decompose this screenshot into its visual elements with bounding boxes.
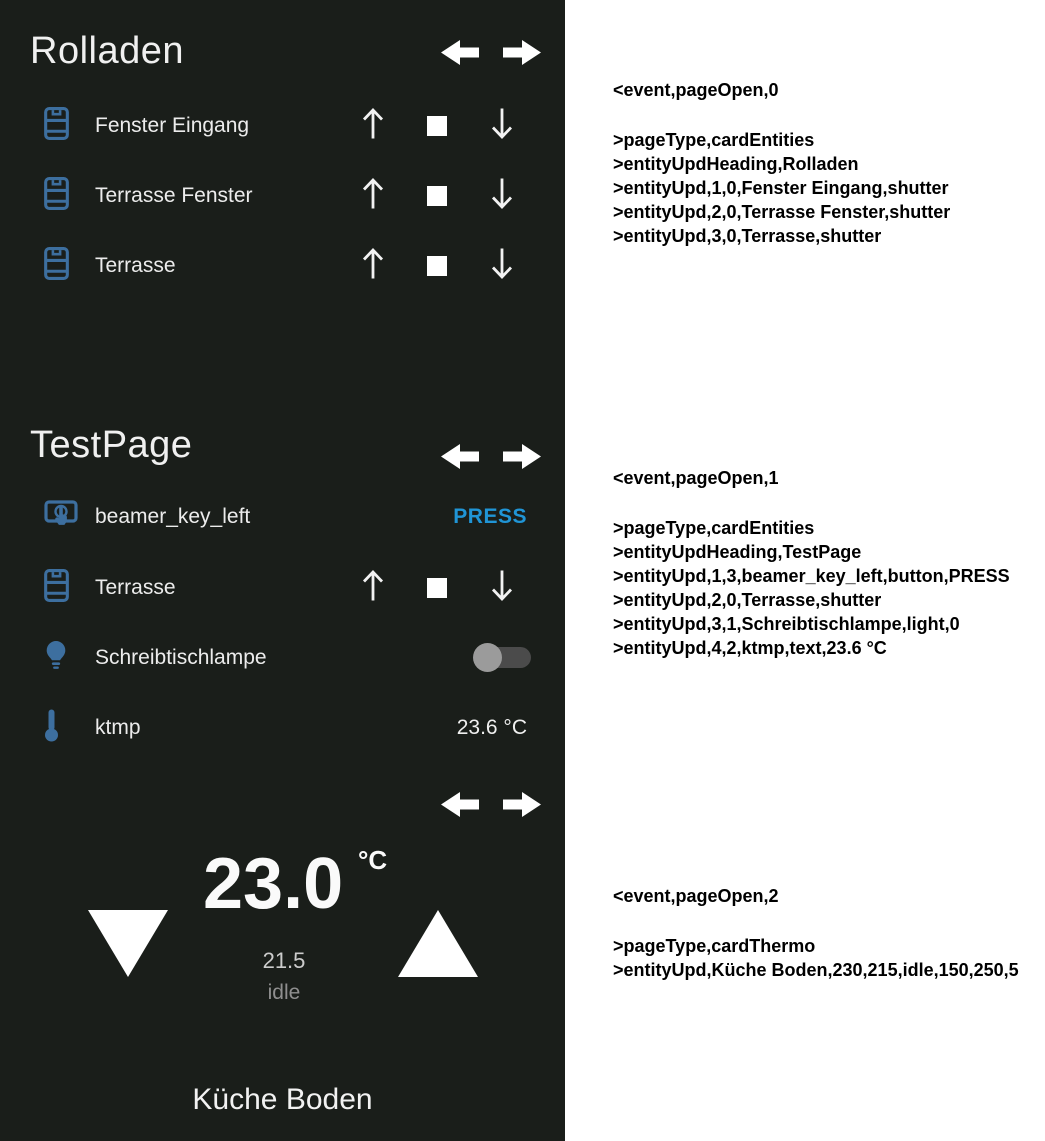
entity-label: Fenster Eingang [95, 114, 250, 137]
shutter-stop-icon[interactable] [427, 256, 447, 276]
protocol-event-line: <event,pageOpen,0 [613, 80, 779, 100]
shutter-stop-icon[interactable] [427, 116, 447, 136]
entity-row [0, 706, 565, 750]
protocol-block-2 [613, 884, 1038, 982]
press-button[interactable]: PRESS [453, 505, 527, 528]
nav-prev-icon[interactable] [441, 788, 479, 821]
page-title: TestPage [30, 424, 193, 466]
protocol-event-line: <event,pageOpen,1 [613, 468, 779, 488]
entity-label: Terrasse Fenster [95, 184, 253, 207]
entity-row [0, 104, 565, 148]
entity-label: ktmp [95, 716, 141, 739]
protocol-line: >entityUpd,2,0,Terrasse Fenster,shutter [613, 202, 951, 222]
window-shutter-icon [44, 247, 69, 285]
entity-label: beamer_key_left [95, 505, 251, 528]
protocol-line: >pageType,cardEntities [613, 130, 815, 150]
card-rolladen [0, 0, 565, 390]
protocol-line: >entityUpd,1,3,beamer_key_left,button,PRESS [613, 566, 1010, 586]
lightbulb-icon [44, 640, 68, 676]
page-title: Rolladen [30, 30, 184, 72]
shutter-up-icon[interactable] [360, 106, 386, 147]
toggle-knob [473, 643, 502, 672]
temperature-unit: °C [358, 845, 388, 875]
protocol-line: >pageType,cardEntities [613, 518, 815, 538]
current-temperature: 23.0 [203, 844, 344, 924]
thermo-title: Küche Boden [192, 1083, 373, 1116]
shutter-down-icon[interactable] [489, 106, 515, 147]
protocol-line: >entityUpd,4,2,ktmp,text,23.6 °C [613, 638, 887, 658]
thermometer-icon [44, 709, 59, 748]
shutter-stop-icon[interactable] [427, 578, 447, 598]
protocol-line: >entityUpd,2,0,Terrasse,shutter [613, 590, 882, 610]
protocol-event-line: <event,pageOpen,2 [613, 886, 779, 906]
entity-label: Terrasse [95, 254, 176, 277]
nav-prev-icon[interactable] [441, 440, 479, 473]
window-shutter-icon [44, 177, 69, 215]
protocol-block-0 [613, 78, 1038, 248]
nav-next-icon[interactable] [503, 440, 541, 473]
protocol-line: >pageType,cardThermo [613, 936, 816, 956]
entity-value: 23.6 °C [456, 716, 527, 739]
entity-label: Schreibtischlampe [95, 646, 267, 669]
protocol-block-1 [613, 466, 1038, 660]
shutter-stop-icon[interactable] [427, 186, 447, 206]
shutter-up-icon[interactable] [360, 568, 386, 609]
nav-prev-icon[interactable] [441, 36, 479, 69]
protocol-line: >entityUpd,1,0,Fenster Eingang,shutter [613, 178, 949, 198]
nav-next-icon[interactable] [503, 788, 541, 821]
entity-row [0, 495, 565, 539]
temp-down-button[interactable] [88, 910, 168, 977]
nav-next-icon[interactable] [503, 36, 541, 69]
gesture-tap-button-icon [44, 498, 78, 537]
protocol-line: >entityUpd,3,0,Terrasse,shutter [613, 226, 882, 246]
shutter-up-icon[interactable] [360, 176, 386, 217]
window-shutter-icon [44, 107, 69, 145]
protocol-line: >entityUpd,3,1,Schreibtischlampe,light,0 [613, 614, 960, 634]
window-shutter-icon [44, 569, 69, 607]
shutter-down-icon[interactable] [489, 246, 515, 287]
hvac-state: idle [267, 981, 301, 1004]
protocol-line: >entityUpdHeading,Rolladen [613, 154, 859, 174]
entity-row [0, 174, 565, 218]
protocol-line: >entityUpd,Küche Boden,230,215,idle,150,250,5 [613, 960, 1019, 980]
shutter-up-icon[interactable] [360, 246, 386, 287]
entity-label: Terrasse [95, 576, 176, 599]
entity-row [0, 566, 565, 610]
shutter-down-icon[interactable] [489, 568, 515, 609]
entity-row [0, 244, 565, 288]
temp-up-button[interactable] [398, 910, 478, 977]
shutter-down-icon[interactable] [489, 176, 515, 217]
light-toggle[interactable] [475, 647, 531, 668]
protocol-line: >entityUpdHeading,TestPage [613, 542, 862, 562]
entity-row [0, 636, 565, 680]
target-temperature: 21.5 [262, 948, 306, 973]
